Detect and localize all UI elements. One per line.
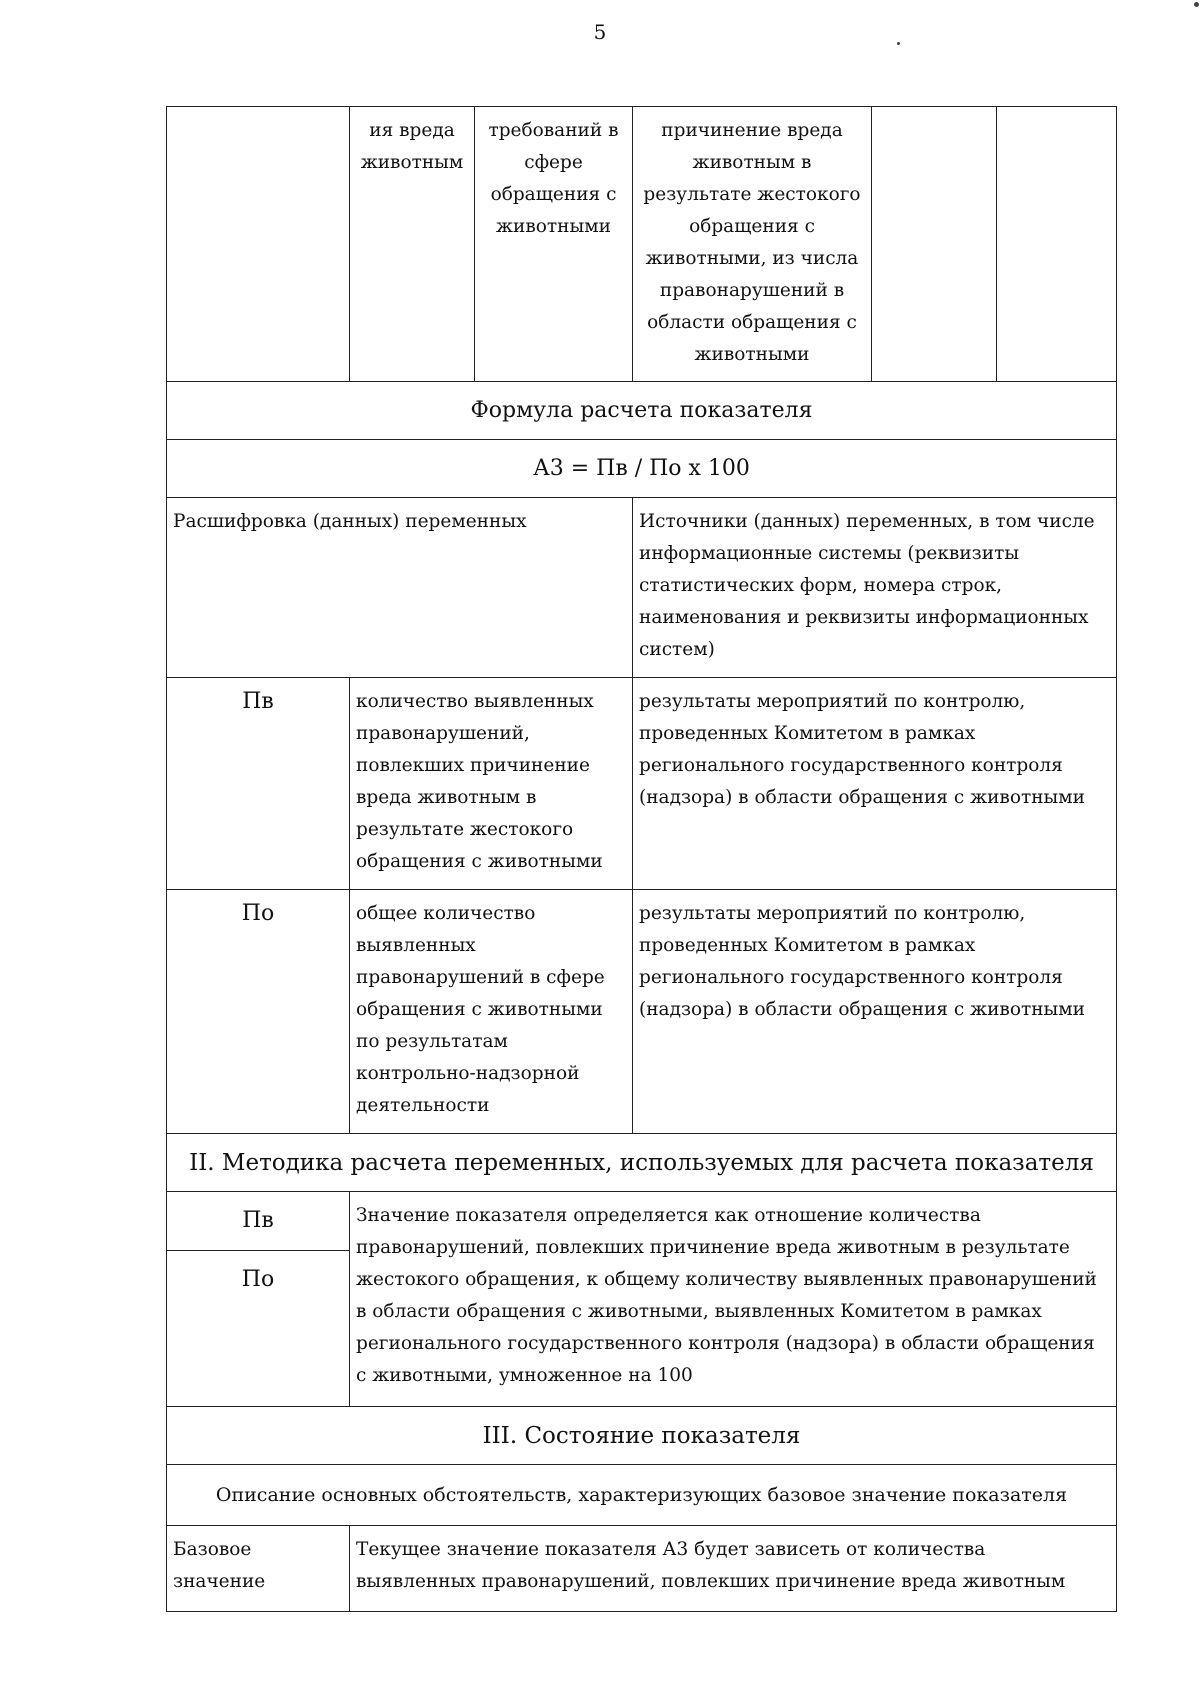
variable-source: результаты мероприятий по контролю, проведенных Комитетом в рамках регионального государственного контроля (надзора) в области обращения с животными: [633, 890, 1117, 1134]
page-number: 5: [593, 20, 607, 44]
continuation-cell-2: ия вреда животным: [350, 107, 475, 382]
continuation-cell-5: [872, 107, 997, 382]
continuation-cell-4: причинение вреда животным в результате жестокого обращения с животными, из числа правонарушений в области обращения с животными: [633, 107, 872, 382]
indicator-passport-table: [166, 106, 1117, 1612]
variable-description: количество выявленных правонарушений, повлекших причинение вреда животным в результате жестокого обращения с животными: [350, 678, 633, 890]
base-value-row: [167, 1526, 1117, 1612]
variables-header-row: [167, 498, 1117, 678]
variables-header-right: Источники (данных) переменных, в том числе информационные системы (реквизиты статистических форм, номера строк, наименования и реквизиты информационных систем): [633, 498, 1117, 678]
continuation-cell-3: требований в сфере обращения с животными: [475, 107, 633, 382]
continuation-row: [167, 107, 1117, 382]
scan-speck: [1194, 2, 1199, 7]
variables-header-left: Расшифровка (данных) переменных: [167, 498, 633, 678]
base-value-text: Текущее значение показателя А3 будет зависеть от количества выявленных правонарушений, повлекших причинение вреда животным: [350, 1526, 1117, 1612]
methodology-symbols: [167, 1192, 350, 1407]
methodology-row: [167, 1192, 1117, 1407]
methodology-symbol-pv: Пв: [167, 1192, 349, 1251]
state-subheading: Описание основных обстоятельств, характеризующих базовое значение показателя: [167, 1465, 1117, 1526]
scan-speck: [897, 42, 900, 45]
methodology-heading: II. Методика расчета переменных, используемых для расчета показателя: [167, 1134, 1117, 1192]
variable-row-pv: [167, 678, 1117, 890]
base-value-label: Базовое значение: [167, 1526, 350, 1612]
variable-row-po: [167, 890, 1117, 1134]
formula-expression: А3 = Пв / По х 100: [167, 440, 1117, 498]
variable-description: общее количество выявленных правонарушений в сфере обращения с животными по результатам контрольно-надзорной деятельности: [350, 890, 633, 1134]
methodology-text: Значение показателя определяется как отношение количества правонарушений, повлекших причинение вреда животным в результате жестокого обращения, к общему количеству выявленных правонарушений в области обращения с животными, выявленных Комитетом в рамках регионального государственного контроля (надзора) в области обращения с животными, умноженное на 100: [350, 1192, 1117, 1407]
variable-symbol: Пв: [167, 678, 350, 890]
state-heading: III. Состояние показателя: [167, 1407, 1117, 1465]
variable-symbol: По: [167, 890, 350, 1134]
methodology-symbol-po: По: [241, 1267, 275, 1292]
continuation-cell-6: [997, 107, 1117, 382]
variable-source: результаты мероприятий по контролю, проведенных Комитетом в рамках регионального государственного контроля (надзора) в области обращения с животными: [633, 678, 1117, 890]
formula-heading: Формула расчета показателя: [167, 382, 1117, 440]
continuation-cell-1: [167, 107, 350, 382]
